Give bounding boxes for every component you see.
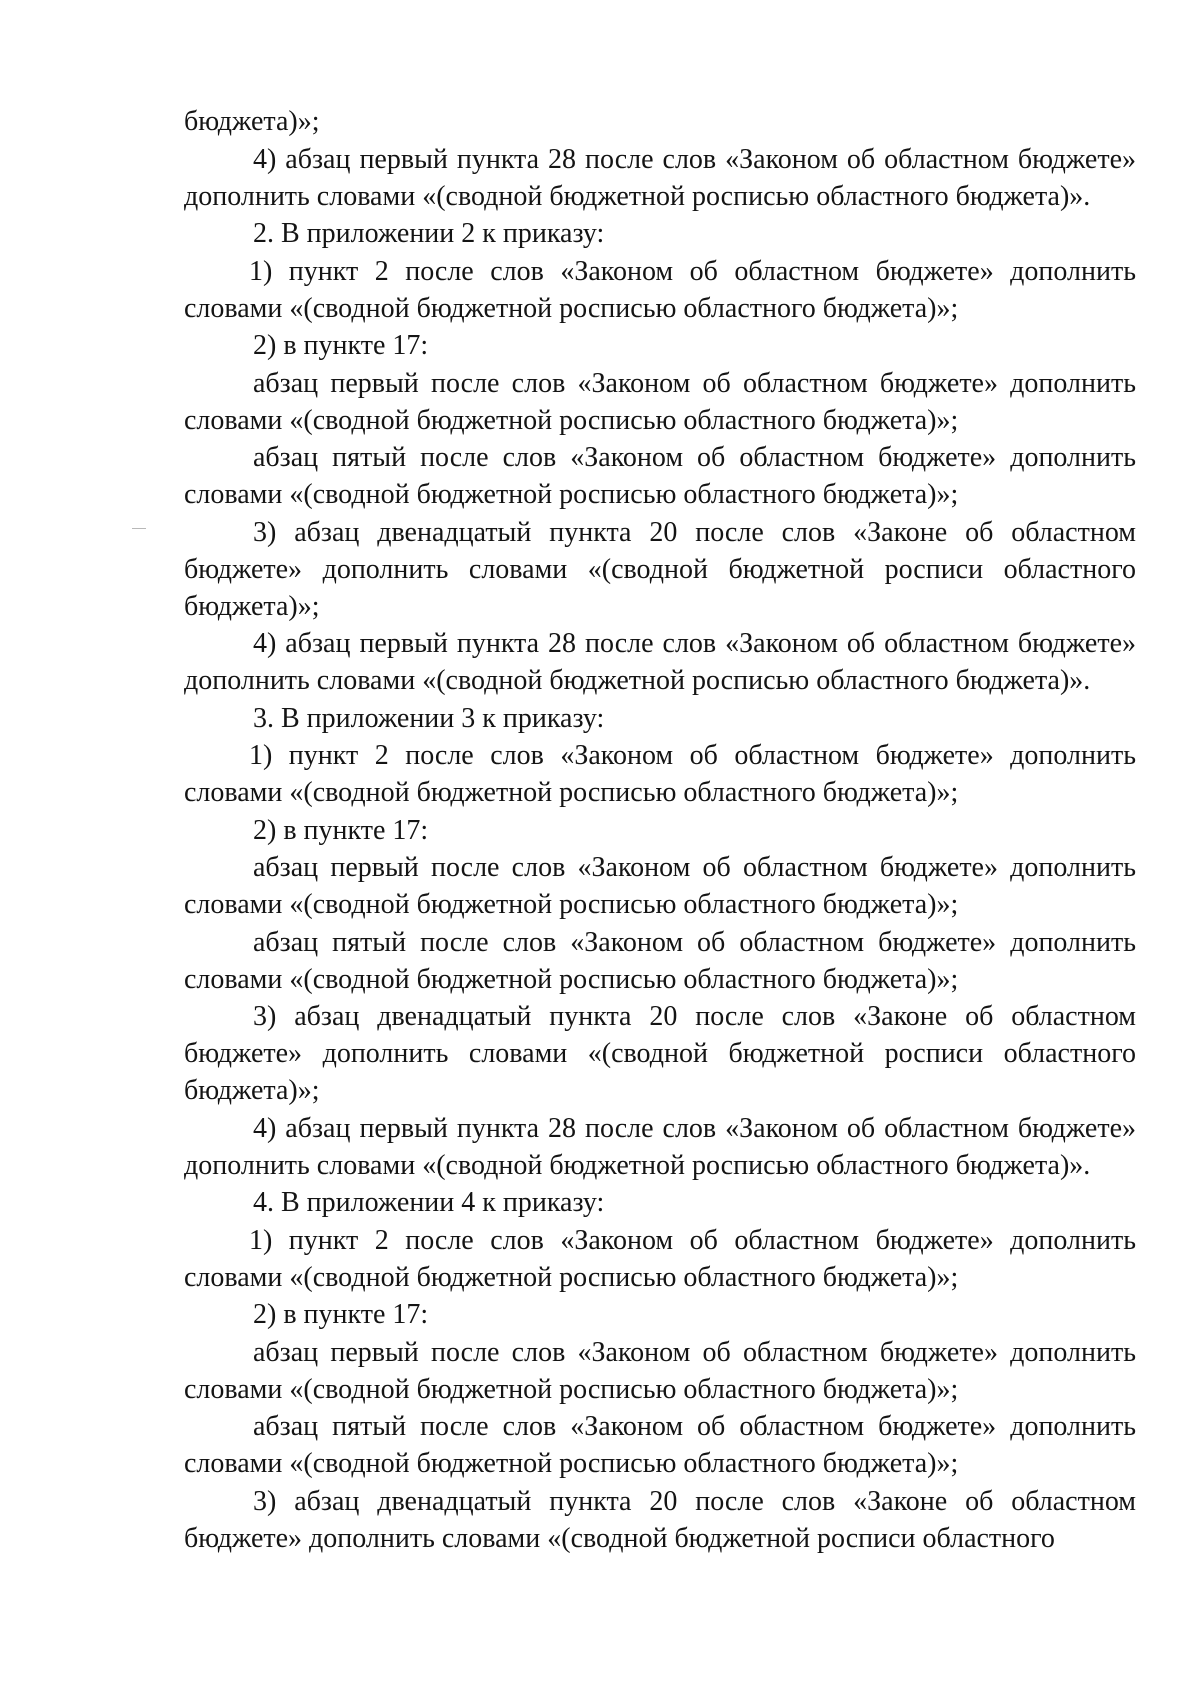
paragraph-item: абзац пятый после слов «Законом об областном бюджете» дополнить словами «(сводной бюджетной росписью областного бюджета)»; bbox=[184, 926, 1136, 995]
paragraph-item: 3) абзац двенадцатый пункта 20 после слов «Законе об областном бюджете» дополнить словами «(сводной бюджетной росписи областного бюджета)»; bbox=[184, 1001, 1136, 1106]
paragraph-section-heading: 3. В приложении 3 к приказу: bbox=[253, 702, 605, 734]
paragraph-item: 3) абзац двенадцатый пункта 20 после слов «Законе об областном бюджете» дополнить словами «(сводной бюджетной росписи областного bbox=[184, 1485, 1136, 1554]
document-body bbox=[184, 103, 1136, 1557]
paragraph-item: 4) абзац первый пункта 28 после слов «Законом об областном бюджете» дополнить словами «(сводной бюджетной росписью областного бюджета)». bbox=[184, 628, 1136, 696]
paragraph-section-heading: 2. В приложении 2 к приказу: bbox=[253, 218, 605, 249]
paragraph-item: 2) в пункте 17: bbox=[253, 814, 429, 846]
paragraph-item: абзац первый после слов «Законом об областном бюджете» дополнить словами «(сводной бюджетной росписью областного бюджета)»; bbox=[184, 852, 1136, 920]
paragraph-item: 4) абзац первый пункта 28 после слов «Законом об областном бюджете» дополнить словами «(сводной бюджетной росписью областного бюджета)». bbox=[184, 143, 1136, 212]
paragraph-item: 1) пункт 2 после слов «Законом об областном бюджете» дополнить словами «(сводной бюджетной росписью областного бюджета)»; bbox=[184, 1224, 1136, 1293]
scan-artifact-mark bbox=[132, 528, 146, 529]
paragraph-item: 2) в пункте 17: bbox=[253, 1299, 429, 1330]
paragraph-item: 2) в пункте 17: bbox=[253, 330, 429, 361]
paragraph-item: 3) абзац двенадцатый пункта 20 после слов «Законе об областном бюджете» дополнить словами «(сводной бюджетной росписи областного бюджета)»; bbox=[184, 516, 1136, 622]
paragraph-item: 1) пункт 2 после слов «Законом об областном бюджете» дополнить словами «(сводной бюджетной росписью областного бюджета)»; bbox=[184, 740, 1136, 808]
paragraph-item: 4) абзац первый пункта 28 после слов «Законом об областном бюджете» дополнить словами «(сводной бюджетной росписью областного бюджета)». bbox=[184, 1112, 1136, 1181]
paragraph-continuation: бюджета)»; bbox=[184, 106, 320, 137]
paragraph-item: абзац пятый после слов «Законом об областном бюджете» дополнить словами «(сводной бюджетной росписью областного бюджета)»; bbox=[184, 442, 1136, 510]
paragraph-item: абзац первый после слов «Законом об областном бюджете» дополнить словами «(сводной бюджетной росписью областного бюджета)»; bbox=[184, 367, 1136, 436]
paragraph-section-heading: 4. В приложении 4 к приказу: bbox=[253, 1187, 605, 1218]
paragraph-item: абзац первый после слов «Законом об областном бюджете» дополнить словами «(сводной бюджетной росписью областного бюджета)»; bbox=[184, 1336, 1136, 1405]
paragraph-item: абзац пятый после слов «Законом об областном бюджете» дополнить словами «(сводной бюджетной росписью областного бюджета)»; bbox=[184, 1411, 1136, 1479]
paragraph-item: 1) пункт 2 после слов «Законом об областном бюджете» дополнить словами «(сводной бюджетной росписью областного бюджета)»; bbox=[184, 255, 1136, 324]
